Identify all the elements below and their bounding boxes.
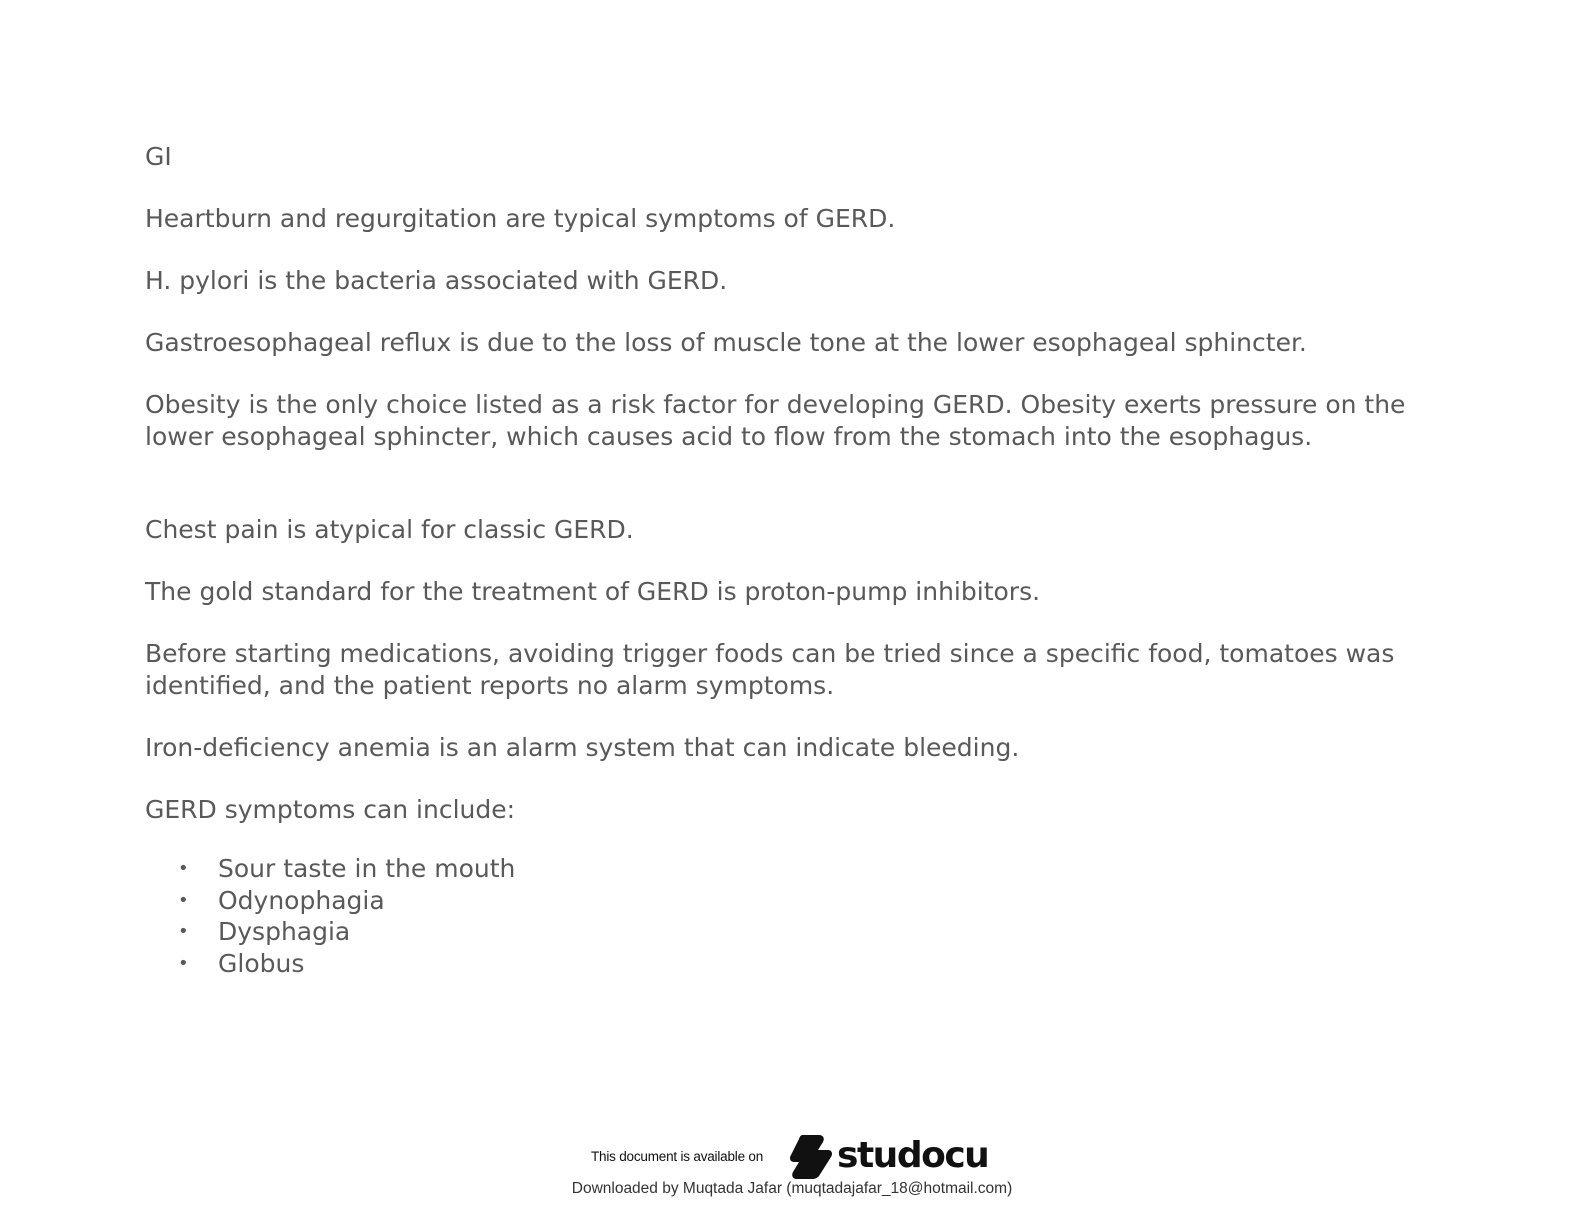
studocu-logo-icon — [789, 1133, 833, 1179]
paragraph-gold-standard: The gold standard for the treatment of GERD is proton-pump inhibitors. — [145, 577, 1041, 606]
list-item — [145, 916, 1445, 948]
paragraph-h-pylori: H. pylori is the bacteria associated with GERD. — [145, 266, 728, 295]
list-item — [145, 948, 1445, 980]
symptoms-list-intro: GERD symptoms can include: — [145, 795, 516, 824]
symptoms-list — [145, 853, 1445, 979]
list-item-text: Globus — [218, 948, 305, 978]
footer-download-text: Downloaded by Muqtada Jafar (muqtadajafar_18@hotmail.com) — [571, 1180, 1013, 1197]
document-title: GI — [145, 142, 172, 171]
list-item — [145, 853, 1445, 885]
studocu-logo-link[interactable] — [789, 1133, 988, 1179]
list-item — [145, 885, 1445, 917]
paragraph-iron-deficiency: Iron-deficiency anemia is an alarm system that can indicate bleeding. — [145, 733, 1020, 762]
list-item-text: Sour taste in the mouth — [218, 854, 516, 883]
studocu-brand-name: studocu — [837, 1135, 989, 1176]
bullet-icon: • — [178, 921, 189, 942]
footer-available-text: This document is available on — [591, 1148, 764, 1164]
paragraph-trigger-foods: Before starting medications, avoiding trigger foods can be tried since a specific food, tomatoes was identified, and the patient reports no alarm symptoms. — [145, 639, 1395, 700]
paragraph-obesity-risk: Obesity is the only choice listed as a risk factor for developing GERD. Obesity exerts pressure on the lower esophageal sphincter, which causes acid to flow from the stomach into the esophagus. — [145, 390, 1406, 451]
paragraph-gastroesophageal-reflux: Gastroesophageal reflux is due to the loss of muscle tone at the lower esophageal sphincter. — [145, 328, 1307, 357]
paragraph-chest-pain: Chest pain is atypical for classic GERD. — [145, 515, 634, 544]
list-item-text: Dysphagia — [218, 917, 351, 946]
bullet-icon: • — [178, 952, 189, 974]
footer-branding — [591, 1132, 988, 1180]
document-body — [145, 141, 1445, 979]
footer — [0, 1128, 1584, 1224]
bullet-icon: • — [178, 889, 189, 911]
paragraph-typical-symptoms: Heartburn and regurgitation are typical symptoms of GERD. — [145, 204, 896, 233]
bullet-icon: • — [178, 858, 189, 879]
list-item-text: Odynophagia — [218, 885, 385, 915]
